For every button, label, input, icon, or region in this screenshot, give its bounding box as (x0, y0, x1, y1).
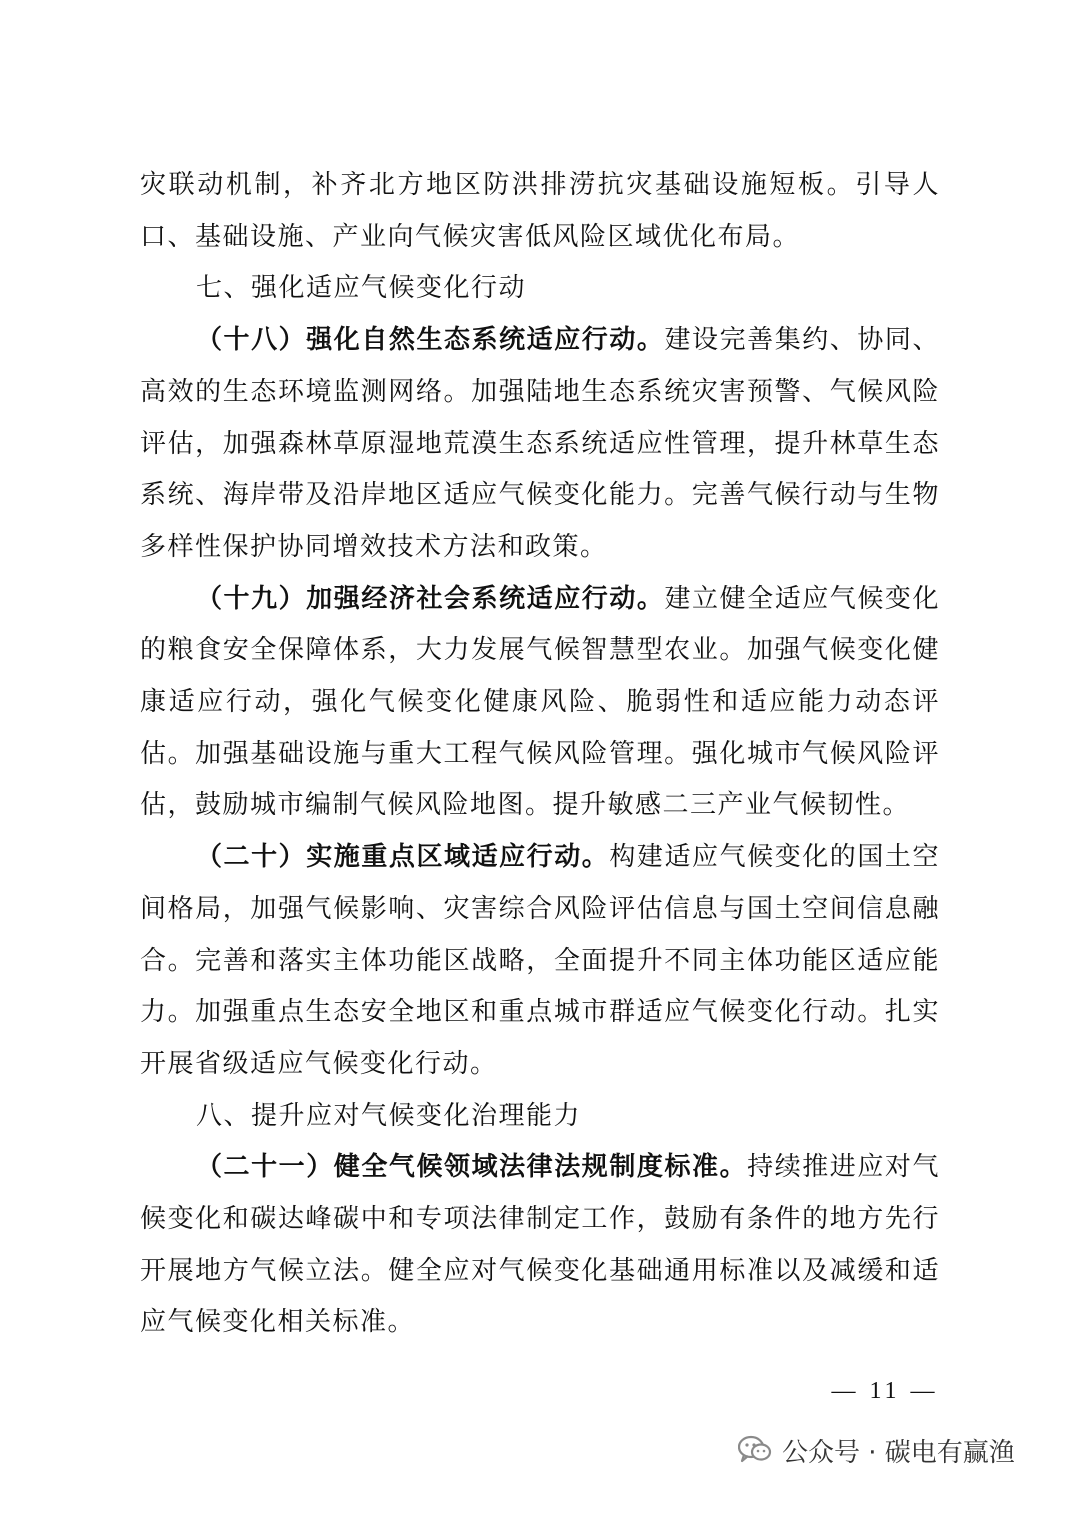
document-body (140, 160, 940, 1349)
watermark (738, 1432, 1015, 1468)
section-heading-8: 八、提升应对气候变化治理能力 (196, 1100, 582, 1131)
item-19-body: 建立健全适应气候变化的粮食安全保障体系，大力发展气候智慧型农业。加强气候变化健康适应行动，强化气候变化健康风险、脆弱性和适应能力动态评估。加强基础设施与重大工程气候风险管理。强化城市气候风险评估，鼓励城市编制气候风险地图。提升敏感二三产业气候韧性。 (140, 583, 940, 821)
item-18 (140, 315, 940, 574)
item-21-body: 持续推进应对气候变化和碳达峰碳中和专项法律制定工作，鼓励有条件的地方先行开展地方气候立法。健全应对气候变化基础通用标准以及减缓和适应气候变化相关标准。 (140, 1152, 940, 1338)
section-heading-7: 七、强化适应气候变化行动 (196, 273, 527, 304)
wechat-official-account-icon (738, 1435, 772, 1465)
paragraph-continuation: 灾联动机制，补齐北方地区防洪排涝抗灾基础设施短板。引导人口、基础设施、产业向气候灾害低风险区域优化布局。 (140, 170, 940, 252)
item-21 (140, 1142, 940, 1349)
item-18-title: （十八）强化自然生态系统适应行动。 (196, 325, 665, 356)
item-19-title: （十九）加强经济社会系统适应行动。 (196, 583, 665, 614)
item-20-title: （二十）实施重点区域适应行动。 (196, 842, 610, 873)
watermark-text: 公众号 · 碳电有赢渔 (782, 1437, 1015, 1468)
page-number: — 11 — (831, 1378, 939, 1404)
item-21-title: （二十一）健全气候领域法律法规制度标准。 (196, 1152, 748, 1183)
item-20-body: 构建适应气候变化的国土空间格局，加强气候影响、灾害综合风险评估信息与国土空间信息融合。完善和落实主体功能区战略，全面提升不同主体功能区适应能力。加强重点生态安全地区和重点城市群适应气候变化行动。扎实开展省级适应气候变化行动。 (140, 842, 940, 1079)
item-20 (140, 832, 940, 1091)
item-18-body: 建设完善集约、协同、高效的生态环境监测网络。加强陆地生态系统灾害预警、气候风险评估，加强森林草原湿地荒漠生态系统适应性管理，提升林草生态系统、海岸带及沿岸地区适应气候变化能力。完善气候行动与生物多样性保护协同增效技术方法和政策。 (140, 325, 940, 562)
item-19 (140, 574, 940, 833)
